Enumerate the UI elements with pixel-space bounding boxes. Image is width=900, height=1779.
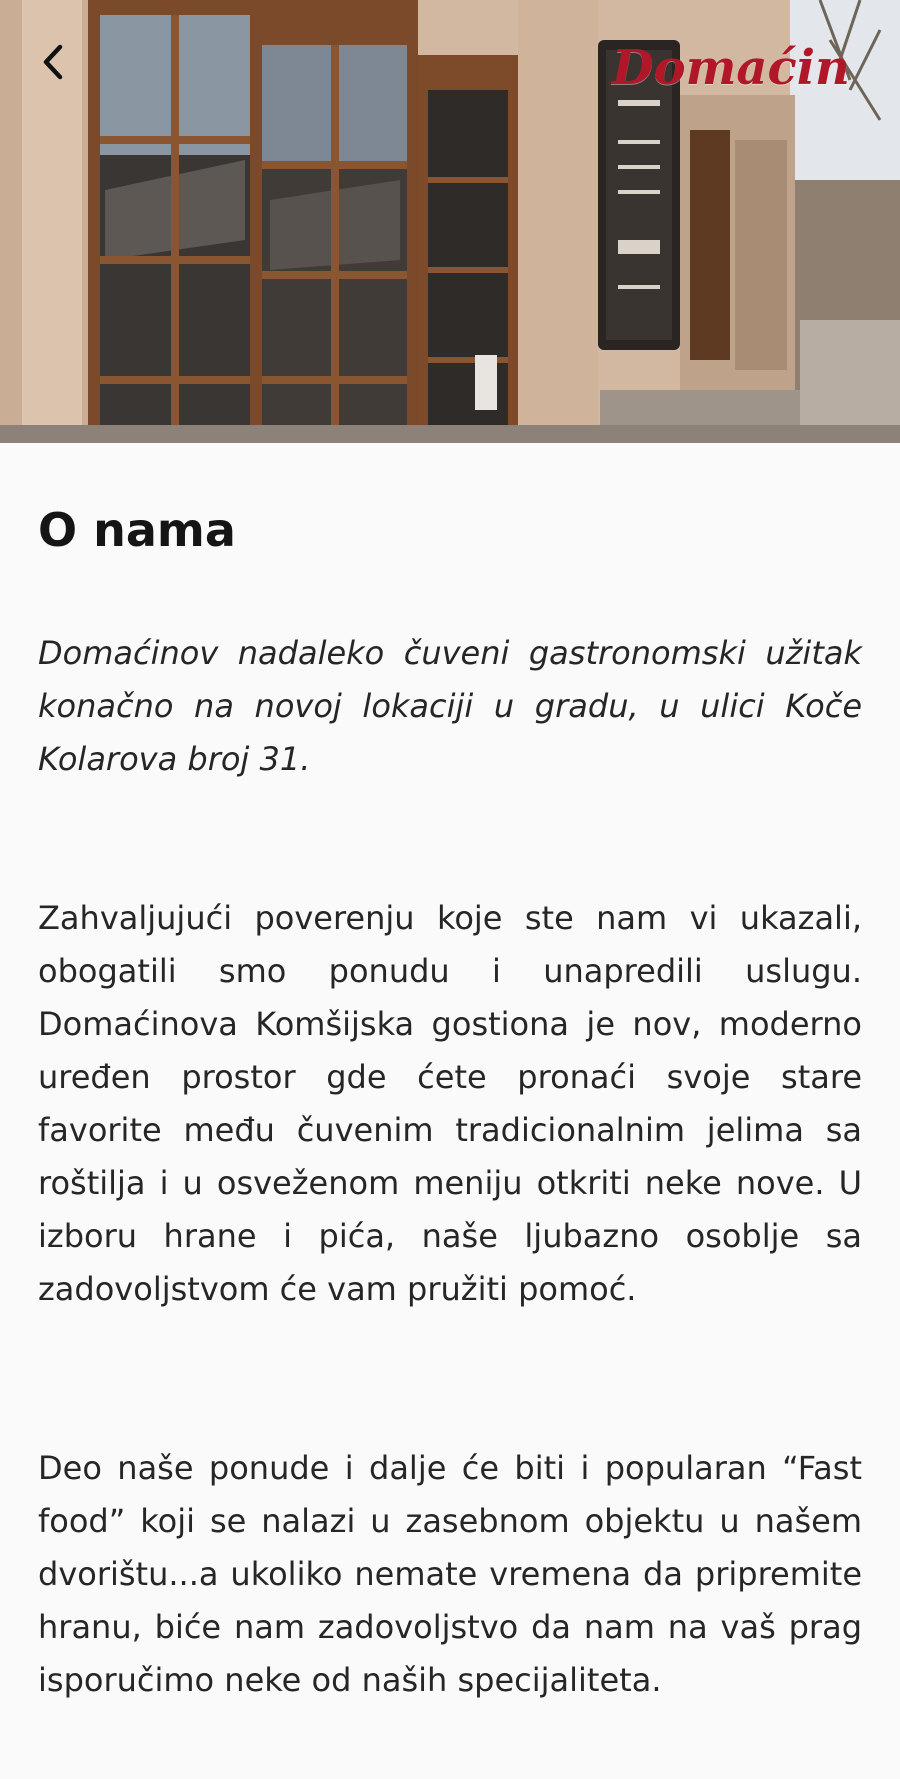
body-paragraph: Zahvaljujući poverenju koje ste nam vi ukazali, obogatili smo ponudu i unapredili uslugu. Domaćinova Komšijska gostiona je nov, moderno uređen prostor gde ćete pronaći svoje stare favorite među čuvenim tradicionalnim jelima sa roštilja i u osveženom meniju otkriti neke nove. U izboru hrane i pića, naše ljubazno osoblje sa zadovoljstvom će vam pružiti pomoć. xyxy=(38,899,862,1308)
chevron-left-icon xyxy=(38,42,68,82)
restaurant-logo: Domaćin xyxy=(612,40,850,96)
about-content xyxy=(0,503,900,1707)
body-paragraph: Deo naše ponude i dalje će biti i popularan “Fast food” koji se nalazi u zasebnom objektu u našem dvorištu...a ukoliko nemate vremena da pripremite hranu, biće nam zadovoljstvo da nam na vaš prag isporučimo neke od naših specijaliteta. xyxy=(38,1449,862,1699)
page-title: O nama xyxy=(38,503,236,557)
back-button[interactable] xyxy=(38,42,90,94)
intro-paragraph: Domaćinov nadaleko čuveni gastronomski užitak konačno na novoj lokaciji u gradu, u ulici Koče Kolarova broj 31. xyxy=(38,634,862,778)
header-photo xyxy=(0,0,900,443)
